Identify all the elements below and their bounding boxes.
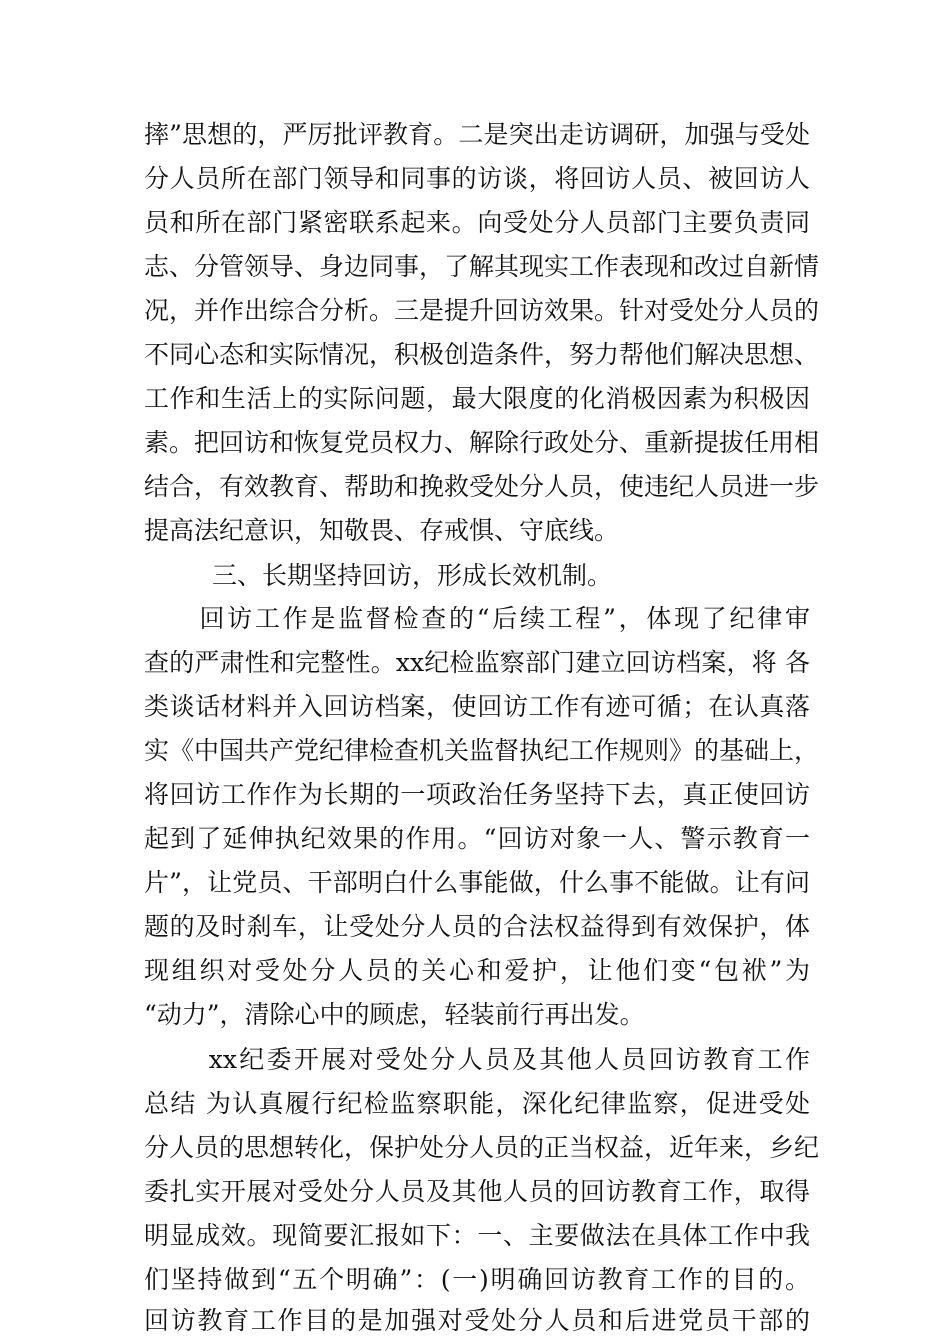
text-line: 分人员所在部门领导和同事的访谈，将回访人员、被回访人 bbox=[144, 164, 810, 193]
text-line: 委扎实开展对受处分人员及其他人员的回访教育工作，取得 bbox=[144, 1177, 810, 1206]
text-line: 工作和生活上的实际问题，最大限度的化消极因素为积极因 bbox=[144, 384, 810, 413]
text-line: 摔”思想的，严厉批评教育。二是突出走访调研，加强与受处 bbox=[144, 120, 810, 149]
text-line: 提高法纪意识，知敬畏、存戒惧、守底线。 bbox=[144, 516, 620, 545]
text-line: 员和所在部门紧密联系起来。向受处分人员部门主要负责同 bbox=[144, 208, 810, 237]
text-line: 题的及时刹车，让受处分人员的合法权益得到有效保护，体 bbox=[144, 912, 810, 941]
text-line: 查的严肃性和完整性。xx纪检监察部门建立回访档案，将 各 bbox=[144, 648, 810, 677]
text-line: 素。把回访和恢复党员权力、解除行政处分、重新提拔任用相 bbox=[144, 428, 820, 457]
section-heading: 三、长期坚持回访，形成长效机制。 bbox=[212, 561, 613, 590]
text-line: xx纪委开展对受处分人员及其他人员回访教育工作 bbox=[144, 1045, 810, 1074]
text-line: 回访教育工作目的是加强对受处分人员和后进党员干部的 bbox=[144, 1306, 810, 1335]
text-line: 况，并作出综合分析。三是提升回访效果。针对受处分人员的 bbox=[144, 296, 820, 325]
text-line: 结合，有效教育、帮助和挽救受处分人员，使违纪人员进一步 bbox=[144, 472, 820, 501]
text-line: “动力”，清除心中的顾虑，轻装前行再出发。 bbox=[144, 1000, 645, 1029]
text-line: 起到了延伸执纪效果的作用。“回访对象一人、警示教育一 bbox=[144, 824, 810, 853]
text-line: 不同心态和实际情况，积极创造条件，努力帮他们解决思想、 bbox=[144, 340, 820, 369]
text-line: 回访工作是监督检查的“后续工程”，体现了纪律审 bbox=[144, 604, 810, 633]
text-line: 明显成效。现简要汇报如下：一、主要做法在具体工作中我 bbox=[144, 1221, 810, 1250]
text-line: 片”，让党员、干部明白什么事能做，什么事不能做。让有问 bbox=[144, 868, 810, 897]
text-line: 们坚持做到“五个明确”：(一)明确回访教育工作的目的。 bbox=[144, 1265, 810, 1294]
text-line: 现组织对受处分人员的关心和爱护，让他们变“包袱”为 bbox=[144, 956, 810, 985]
text-line: 实《中国共产党纪律检查机关监督执纪工作规则》的基础上， bbox=[144, 736, 820, 765]
text-line: 类谈话材料并入回访档案，使回访工作有迹可循；在认真落 bbox=[144, 692, 810, 721]
text-line: 分人员的思想转化，保护处分人员的正当权益，近年来，乡纪 bbox=[144, 1133, 820, 1162]
text-line: 总结 为认真履行纪检监察职能，深化纪律监察，促进受处 bbox=[144, 1089, 810, 1118]
text-line: 将回访工作作为长期的一项政治任务坚持下去，真正使回访 bbox=[144, 780, 810, 809]
text-line: 志、分管领导、身边同事，了解其现实工作表现和改过自新情 bbox=[144, 252, 820, 281]
